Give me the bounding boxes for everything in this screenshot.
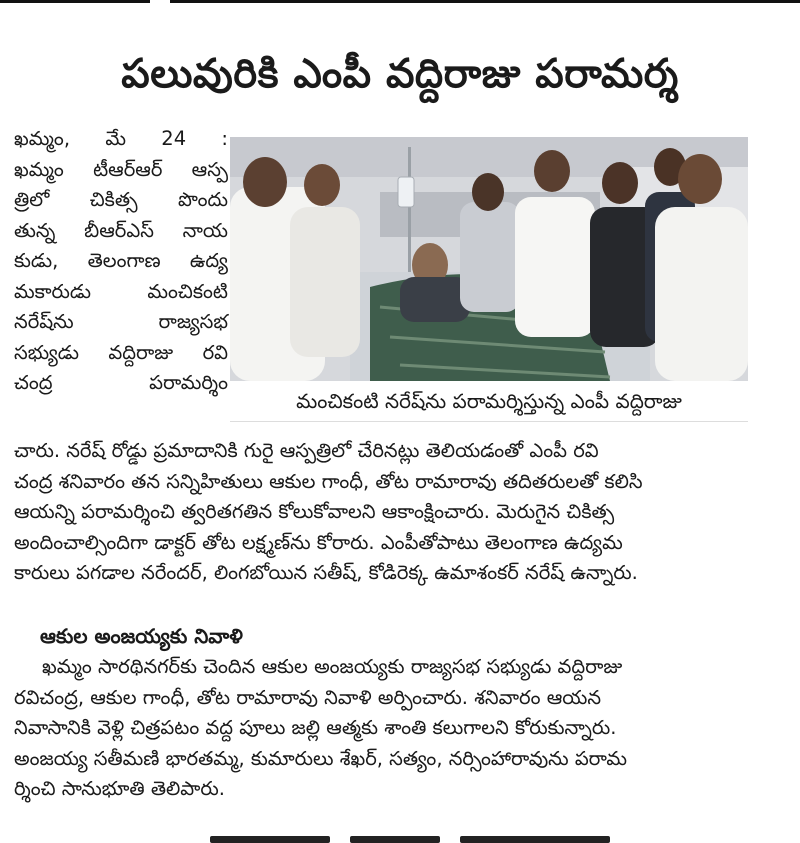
paragraph-line: ఖమ్మం సారథినగర్‌కు చెందిన ఆకుల అంజయ్యకు రాజ్యసభ సభ్యుడు వద్దిరాజు [42,655,623,678]
intro-column [14,124,228,399]
intro-line: ఖమ్మం, మే 24 : [14,127,228,150]
paragraph-line: కారులు పగడాల నరేందర్, లింగబోయిన సతీష్, కోడిరెక్క ఉమాశంకర్ నరేష్ ఉన్నారు. [14,561,638,584]
paragraph-line: అంజయ్య సతీమణి భారతమ్మ, కుమారులు శేఖర్, సత్యం, నర్సింహారావును పరామ [14,746,627,770]
top-rule [0,0,800,10]
intro-line: సభ్యుడు వద్దిరాజు రవి [14,340,228,364]
paragraph-line: అందించాల్సిందిగా డాక్టర్ తోట లక్ష్మణ్‌ను కోరారు. ఎంపీతోపాటు తెలంగాణ ఉద్యమ [14,530,623,554]
paragraph-line: ర్శించి సానుభూతి తెలిపారు. [14,777,225,800]
paragraph-2 [14,652,788,805]
intro-line: త్రిలో చికిత్స పొందు [14,188,228,211]
intro-line: నరేష్‌ను రాజ్యసభ [14,310,228,333]
subheading: ఆకుల అంజయ్యకు నివాళి [40,624,243,648]
paragraph-line: రవిచంద్ర, ఆకుల గాంధీ, తోట రామారావు నివాళి అర్పించారు. శనివారం ఆయన [14,685,602,709]
paragraph-line: నివాసానికి వెళ్లి చిత్రపటం వద్ద పూలు జల్లి ఆత్మకు శాంతి కలుగాలని కోరుకున్నారు. [14,716,617,739]
intro-line: కుడు, తెలంగాణ ఉద్య [14,249,228,272]
photo-caption: మంచికంటి నరేష్‌ను పరామర్శిస్తున్న ఎంపీ వద్దిరాజు [230,381,748,422]
hospital-visit-photo [230,137,748,381]
cropped-next-headline [120,832,680,843]
paragraph-line: చారు. నరేష్ రోడ్డు ప్రమాదానికి గురై ఆస్పత్రిలో చేరినట్లు తెలియడంతో ఎంపీ రవి [14,439,599,462]
headline: పలువురికి ఎంపీ వద్దిరాజు పరామర్శ [121,51,679,97]
paragraph-1 [14,436,788,589]
paragraph-line: చంద్ర శనివారం తన సన్నిహితులు ఆకుల గాంధీ, తోట రామారావు తదితరులతో కలిసి [14,469,643,493]
intro-line: మకారుడు మంచికంటి [14,279,228,303]
intro-line: చంద్ర పరామర్శిం [14,371,228,394]
intro-line: తున్న బీఆర్ఎస్ నాయ [14,218,228,242]
intro-line: ఖమ్మం టీఆర్ఆర్ ఆస్ప [14,157,228,181]
paragraph-line: ఆయన్ని పరామర్శించి త్వరితగతిన కోలుకోవాలని ఆకాంక్షించారు. మెరుగైన చికిత్స [14,500,615,523]
article-photo [230,137,748,381]
